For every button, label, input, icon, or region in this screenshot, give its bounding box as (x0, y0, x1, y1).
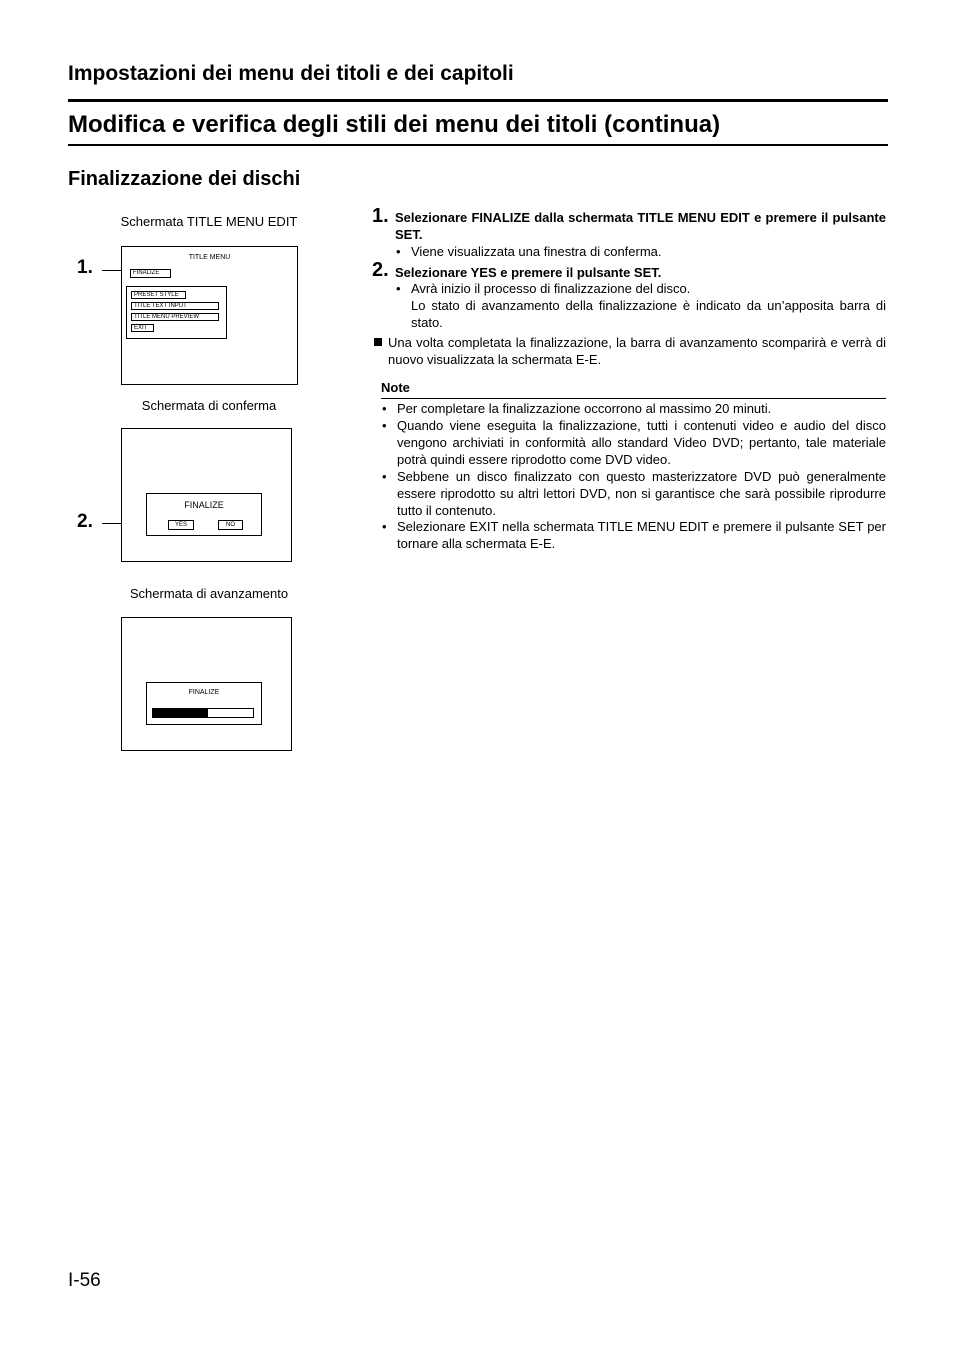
step-1-number: 1. (372, 205, 389, 227)
bullet: • (396, 244, 401, 259)
menu-item[interactable]: TITLE MENU PREVIEW (131, 313, 219, 321)
step-2-number: 2. (372, 259, 389, 281)
confirmation-screen (121, 428, 292, 562)
bullet: • (382, 469, 387, 484)
note-rule (381, 398, 886, 399)
page-number: I-56 (68, 1270, 101, 1291)
step-1-bullet: Viene visualizzata una finestra di conferma. (411, 244, 662, 259)
menu-item[interactable]: TITLE TEXT INPUT (131, 302, 219, 310)
note-label: Note (381, 380, 410, 395)
screen1-caption: Schermata TITLE MENU EDIT (120, 214, 298, 229)
dialog-title: FINALIZE (184, 500, 224, 510)
header-rule (68, 99, 888, 102)
square-bullet (374, 338, 382, 346)
progress-bar (152, 708, 254, 718)
bullet: • (382, 519, 387, 534)
progress-dialog (146, 682, 262, 725)
screen1-heading: TITLE MENU (188, 254, 231, 261)
bullet: • (396, 281, 401, 296)
callout-1: 1. (77, 257, 93, 278)
step-2-text: Selezionare YES e premere il pulsante SET. (395, 265, 662, 280)
step-2-extra: Lo stato di avanzamento della finalizzazione è indicato da un’apposita barra di stato. (411, 298, 886, 330)
menu-item[interactable]: PRESET STYLE (131, 291, 186, 299)
bullet: • (382, 401, 387, 416)
step-2-bullet: Avrà inizio il processo di finalizzazione del disco. (411, 281, 691, 296)
screen3-caption: Schermata di avanzamento (129, 586, 289, 601)
callout-2: 2. (77, 511, 93, 532)
finalize-dialog (146, 493, 262, 536)
completion-note: Una volta completata la finalizzazione, la barra di avanzamento scomparirà e verrà di nuovo visualizzata la schermata E-E. (388, 335, 886, 367)
menu-item[interactable]: EXIT (131, 324, 154, 332)
yes-button[interactable]: YES (168, 520, 194, 530)
menu-list-box (126, 286, 227, 339)
finalize-menu-item[interactable]: FINALIZE (130, 269, 171, 278)
note-item: Sebbene un disco finalizzato con questo masterizzatore DVD può generalmente essere riprodotto su altri lettori DVD, non si garantisce che sarà possibile riprodurre tutto il contenuto. (397, 469, 886, 518)
page-title: Modifica e verifica degli stili dei menu dei titoli (continua) (68, 111, 721, 138)
no-button[interactable]: NO (218, 520, 243, 530)
section-title: Impostazioni dei menu dei titoli e dei capitoli (68, 62, 514, 85)
progress-screen (121, 617, 292, 751)
progress-dialog-title: FINALIZE (188, 689, 220, 696)
subsection-title: Finalizzazione dei dischi (68, 168, 301, 190)
note-item: Quando viene eseguita la finalizzazione, tutti i contenuti video e audio del disco vengono archiviati in conformità allo standard Video DVD; pertanto, tale materiale potrà quindi essere riprodotto come DVD video. (397, 418, 886, 467)
title-menu-edit-screen (121, 246, 298, 385)
progress-fill (153, 709, 208, 717)
title-rule (68, 144, 888, 146)
bullet: • (382, 418, 387, 433)
step-1-text: Selezionare FINALIZE dalla schermata TITLE MENU EDIT e premere il pulsante SET. (395, 210, 886, 242)
screen2-caption: Schermata di conferma (141, 398, 277, 413)
note-item: Selezionare EXIT nella schermata TITLE MENU EDIT e premere il pulsante SET per tornare alla schermata E-E. (397, 519, 886, 551)
note-item: Per completare la finalizzazione occorrono al massimo 20 minuti. (397, 401, 772, 416)
